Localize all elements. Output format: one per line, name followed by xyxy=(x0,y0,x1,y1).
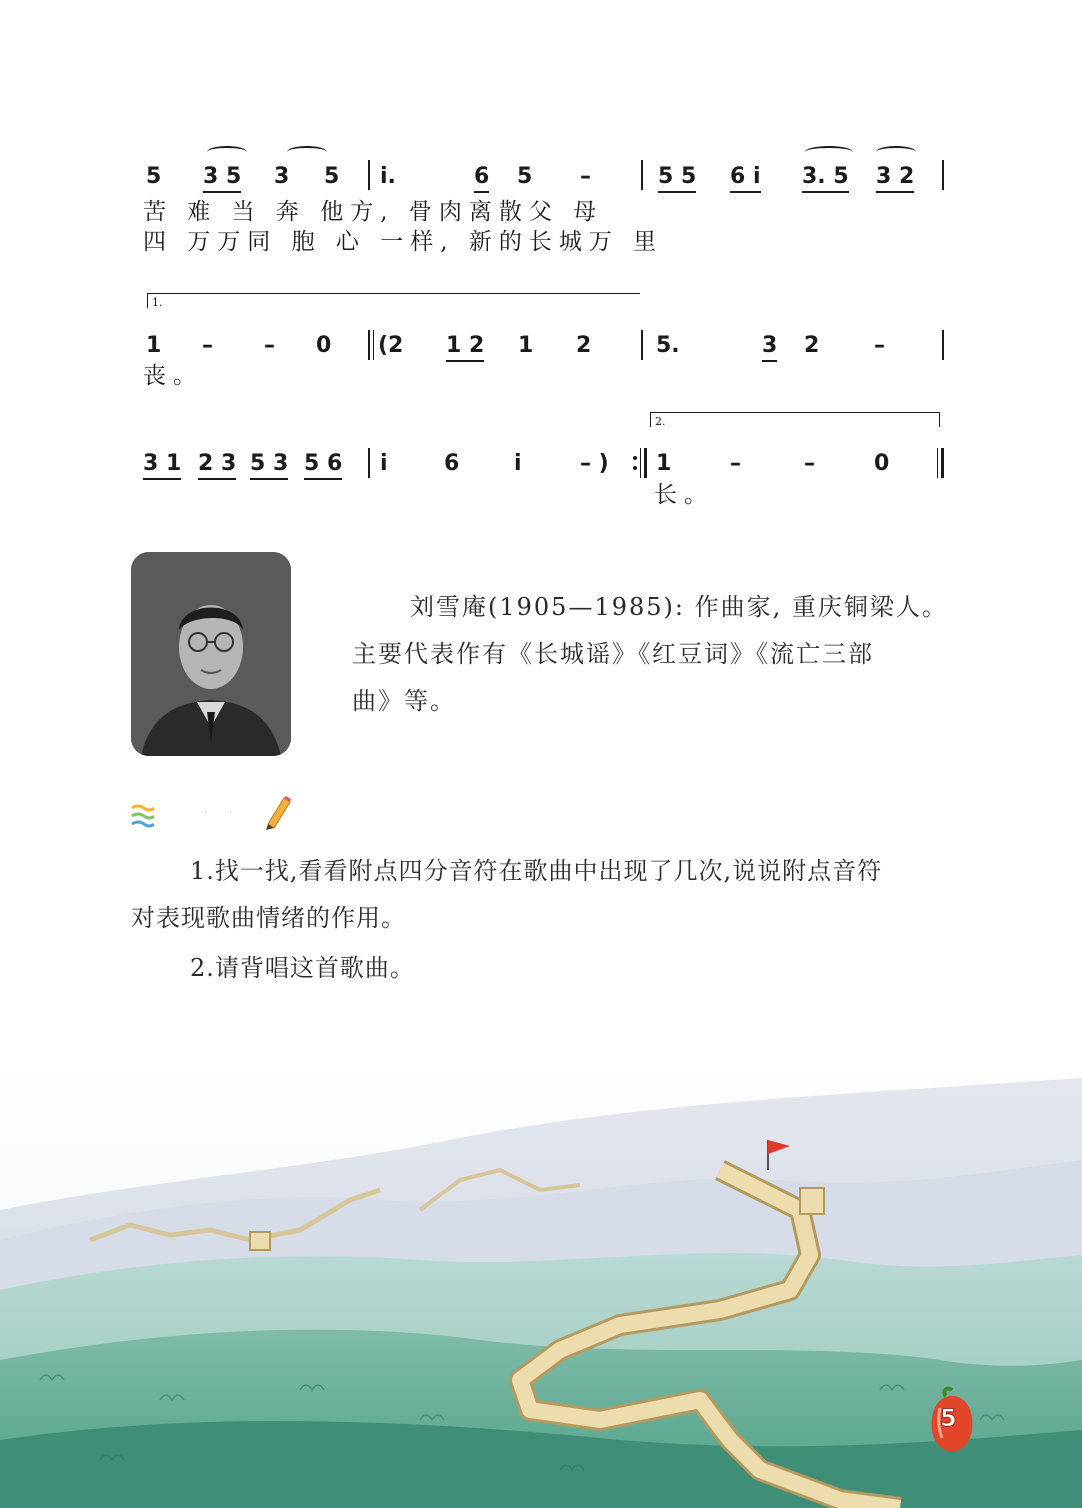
note: 3. 5 xyxy=(802,164,849,193)
section-heading xyxy=(130,794,300,834)
slur xyxy=(805,146,853,158)
note: 6 i xyxy=(730,164,761,193)
lyric: 长。 xyxy=(654,482,714,508)
great-wall-illustration xyxy=(0,1060,1082,1508)
note: 3 2 xyxy=(876,164,914,193)
bar-line xyxy=(641,330,643,360)
note: 0 xyxy=(874,451,890,476)
note: 1 xyxy=(518,333,534,358)
note: 5 6 xyxy=(304,451,342,480)
note: 1 xyxy=(146,333,162,358)
note: i. xyxy=(380,164,396,189)
note: 3 5 xyxy=(203,164,241,193)
task-1-line-2: 对表现歌曲情绪的作用。 xyxy=(131,904,406,932)
note: i xyxy=(380,451,388,476)
note: 5 xyxy=(324,164,340,189)
bar-line xyxy=(368,448,370,478)
note: – xyxy=(730,451,741,476)
note: 2 3 xyxy=(198,451,236,480)
bar-line xyxy=(942,160,944,190)
note: 6 xyxy=(444,451,460,476)
task-2: 2.请背唱这首歌曲。 xyxy=(190,954,415,982)
note: (2 xyxy=(378,333,404,358)
bar-line xyxy=(641,160,643,190)
repeat-dot xyxy=(633,456,637,460)
note: – xyxy=(264,333,275,358)
bar-line xyxy=(368,330,370,360)
note: 6 xyxy=(474,164,489,193)
note: 3 xyxy=(274,164,290,189)
lyric: 丧。 xyxy=(143,363,203,389)
bar-line xyxy=(942,330,944,360)
slur xyxy=(287,146,327,158)
repeat-dot xyxy=(633,466,637,470)
note: i xyxy=(514,451,522,476)
note: – xyxy=(580,164,591,189)
note: 2 xyxy=(576,333,592,358)
note: 3 1 xyxy=(143,451,181,480)
bar-line xyxy=(640,448,641,478)
bar-line xyxy=(644,448,647,478)
volta-number: 2. xyxy=(655,415,666,428)
bar-line xyxy=(941,448,944,478)
note: 1 xyxy=(656,451,672,476)
note: 3 xyxy=(762,333,777,362)
note: 5 xyxy=(146,164,162,189)
pencil-icon xyxy=(262,794,292,830)
bar-line xyxy=(373,330,374,360)
note: – xyxy=(804,451,815,476)
bar-line xyxy=(368,160,370,190)
bio-line-1: 刘雪庵(1905—1985): 作曲家, 重庆铜梁人。 xyxy=(410,593,948,621)
slur xyxy=(876,146,916,158)
note: 1 2 xyxy=(446,333,484,362)
section-title: 创创做做 xyxy=(152,802,252,830)
note: 5 5 xyxy=(658,164,696,193)
page-number: 5 xyxy=(940,1404,957,1432)
bio-line-2: 主要代表作有《长城谣》《红豆词》《流亡三部 xyxy=(352,640,874,668)
note: – ) xyxy=(580,451,609,476)
note: 5. xyxy=(656,333,680,358)
note: 5 xyxy=(517,164,533,189)
lyrics-verse-2: 四 万万同 胞 心 一样, 新的长城万 里 xyxy=(143,229,664,255)
composer-photo xyxy=(131,552,291,756)
wave-lines-icon xyxy=(130,802,154,830)
bio-line-3: 曲》等。 xyxy=(352,687,456,715)
volta-bracket-2 xyxy=(650,412,940,427)
note: – xyxy=(202,333,213,358)
volta-bracket-1 xyxy=(147,293,640,308)
slur xyxy=(207,146,247,158)
bar-line xyxy=(937,448,938,478)
note: 2 xyxy=(804,333,820,358)
volta-number: 1. xyxy=(152,296,163,309)
page-number-badge xyxy=(926,1384,978,1454)
task-1-line-1: 1.找一找,看看附点四分音符在歌曲中出现了几次,说说附点音符 xyxy=(190,857,883,885)
note: – xyxy=(874,333,885,358)
lyrics-verse-1: 苦 难 当 奔 他方, 骨肉离散父 母 xyxy=(143,199,604,225)
note: 5 3 xyxy=(250,451,288,480)
note: 0 xyxy=(316,333,332,358)
